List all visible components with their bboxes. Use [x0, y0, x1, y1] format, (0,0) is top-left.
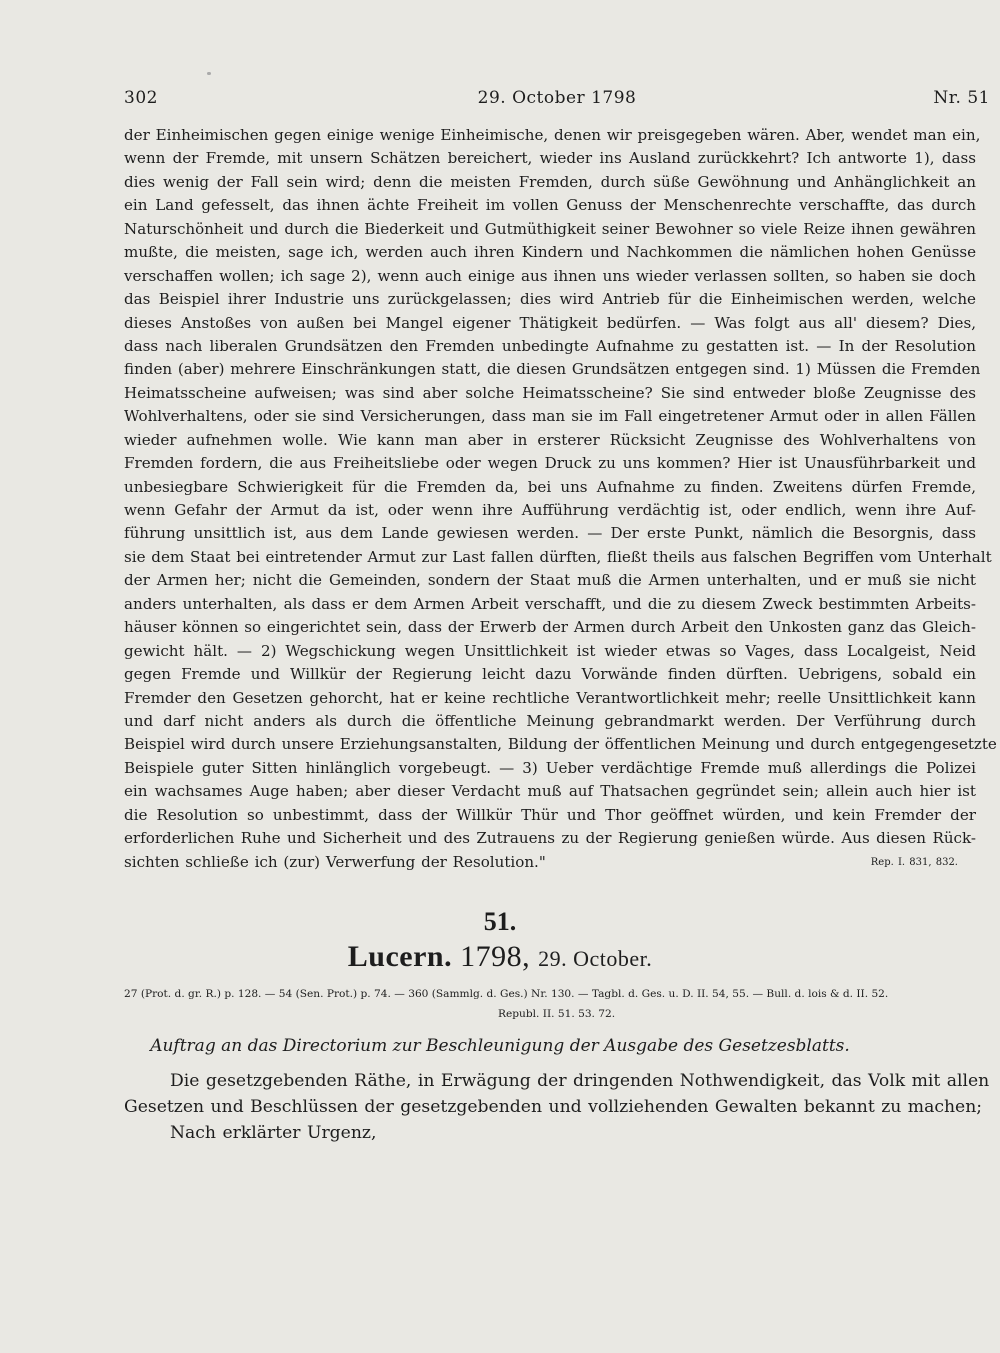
body-line: mußte, die meisten, sage ich, werden auch ihren Kindern und Nachkommen die nämlichen hohen Genüsse — [124, 243, 976, 262]
decree-line: Gesetzen und Beschlüssen der gesetzgebenden und vollziehenden Gewalten bekannt zu machen; — [124, 1097, 983, 1117]
body-line: dies wenig der Fall sein wird; denn die meisten Fremden, durch süße Gewöhnung und Anhänglichkeit an — [124, 172, 976, 191]
page-number: 302 — [124, 88, 158, 108]
body-line: unbesiegbare Schwierigkeit für die Fremden da, bei uns Aufnahme zu finden. Zweitens dürfen Fremde, — [124, 477, 976, 496]
repertory-reference: Rep. I. 831, 832. — [870, 856, 958, 868]
page-header — [124, 88, 990, 114]
body-line: verschaffen wollen; ich sage 2), wenn auch einige aus ihnen uns wieder verlassen sollten, so haben sie doch — [124, 266, 976, 285]
body-line: Wohlverhaltens, oder sie sind Versicherungen, dass man sie im Fall eingetretener Armut oder in allen Fällen — [124, 407, 976, 426]
body-line: die Resolution so unbestimmt, dass der Willkür Thür und Thor geöffnet würden, und kein Fremder der — [124, 805, 976, 824]
body-line: gewicht hält. — 2) Wegschickung wegen Unsittlichkeit ist wieder etwas so Vages, dass Localgeist, Neid — [124, 641, 976, 660]
body-line: gegen Fremde und Willkür der Regierung leicht dazu Vorwände finden dürften. Uebrigens, sobald ein — [124, 665, 976, 684]
section-place: Lucern. — [347, 940, 453, 973]
section-year: 1798, — [460, 940, 531, 973]
body-line: wieder aufnehmen wolle. Wie kann man aber in ersterer Rücksicht Zeugnisse des Wohlverhaltens von — [124, 430, 976, 449]
body-line: Heimatsscheine aufweisen; was sind aber solche Heimatsscheine? Sie sind entweder bloße Zeugnisse des — [124, 383, 976, 402]
source-line-1: 27 (Prot. d. gr. R.) p. 128. — 54 (Sen. Prot.) p. 74. — 360 (Sammlg. d. Ges.) Nr. 130. — Tagbl. d. Ges. u. D. II. 54, 55. — Bull. d. lois & d. II. 52. — [124, 988, 889, 1000]
body-line: Beispiel wird durch unsere Erziehungsanstalten, Bildung der öffentlichen Meinung und durch entgegengesetzte — [124, 735, 997, 754]
body-line: Naturschönheit und durch die Biederkeit und Gutmüthigkeit seiner Bewohner so viele Reize ihnen gewähren — [124, 219, 976, 238]
body-line: sichten schließe ich (zur) Verwerfung der Resolution." Rep. I. 831, 832. — [124, 851, 976, 874]
body-line: das Beispiel ihrer Industrie uns zurückgelassen; dies wird Antrieb für die Einheimischen werden, welche — [124, 290, 976, 309]
body-line: wenn Gefahr der Armut da ist, oder wenn ihre Aufführung verdächtig ist, oder endlich, wenn ihre Auf- — [124, 501, 976, 519]
section-heading — [0, 940, 1000, 974]
body-line: der Einheimischen gegen einige wenige Einheimische, denen wir preisgegeben wären. Aber, wendet man ein, — [124, 126, 981, 144]
decree-text — [124, 1068, 990, 1146]
body-line: Beispiele guter Sitten hinlänglich vorgebeugt. — 3) Ueber verdächtige Fremde muß allerdings die Polizei — [124, 758, 976, 777]
body-line: dieses Anstoßes von außen bei Mangel eigener Thätigkeit bedürfen. — Was folgt aus all' diesem? Dies, — [124, 313, 976, 332]
body-line: der Armen her; nicht die Gemeinden, sondern der Staat muß die Armen unterhalten, und er muß sie nicht — [124, 571, 976, 590]
source-line-2: Republ. II. 51. 53. 72. — [498, 1008, 616, 1020]
body-line: ein Land gefesselt, das ihnen ächte Freiheit im vollen Genuss der Menschenrechte verschaffte, das durch — [124, 196, 976, 215]
body-line: finden (aber) mehrere Einschränkungen statt, die diesen Grundsätzen entgegen sind. 1) Müssen die Fremden — [124, 360, 981, 379]
body-line: Fremden fordern, die aus Freiheitsliebe oder wegen Druck zu uns kommen? Hier ist Unausführbarkeit und — [124, 454, 976, 473]
header-date: 29. October 1798 — [477, 88, 637, 108]
body-line: und darf nicht anders als durch die öffentliche Meinung gebrandmarkt werden. Der Verführung durch — [124, 711, 976, 730]
body-line: dass nach liberalen Grundsätzen den Fremden unbedingte Aufnahme zu gestatten ist. — In der Resolution — [124, 336, 976, 355]
decree-subject: Auftrag an das Directorium zur Beschleunigung der Ausgabe des Gesetzesblatts. — [150, 1036, 850, 1056]
decree-line: Die gesetzgebenden Räthe, in Erwägung der dringenden Nothwendigkeit, das Volk mit allen — [170, 1071, 990, 1091]
section-date: 29. October. — [538, 946, 653, 971]
print-speck — [207, 72, 211, 75]
body-line: erforderlichen Ruhe und Sicherheit und des Zutrauens zu der Regierung genießen würde. Aus diesen Rück- — [124, 829, 976, 848]
body-line: Fremder den Gesetzen gehorcht, hat er keine rechtliche Verantwortlichkeit mehr; reelle Unsittlichkeit kann — [124, 688, 976, 707]
source-references — [124, 984, 976, 1024]
header-doc-number: Nr. 51 — [933, 88, 990, 108]
section-number: 51. — [483, 907, 517, 936]
body-line: anders unterhalten, als dass er dem Armen Arbeit verschafft, und die zu diesem Zweck bestimmten Arbeits- — [124, 594, 976, 613]
body-line: ein wachsames Auge haben; aber dieser Verdacht muß auf Thatsachen gegründet sein; allein auch hier ist — [124, 782, 976, 801]
decree-line: Nach erklärter Urgenz, — [170, 1123, 377, 1143]
body-text — [124, 124, 997, 874]
body-line: führung unsittlich ist, aus dem Lande gewiesen werden. — Der erste Punkt, nämlich die Besorgnis, dass — [124, 524, 976, 543]
body-line: sie dem Staat bei eintretender Armut zur Last fallen dürften, fließt theils aus falschen Begriffen vom Unterhalt — [124, 547, 992, 566]
body-line: wenn der Fremde, mit unsern Schätzen bereichert, wieder ins Ausland zurückkehrt? Ich antworte 1), dass — [124, 149, 976, 168]
body-line: häuser können so eingerichtet sein, dass der Erwerb der Armen durch Arbeit den Unkosten ganz das Gleich- — [124, 618, 976, 637]
